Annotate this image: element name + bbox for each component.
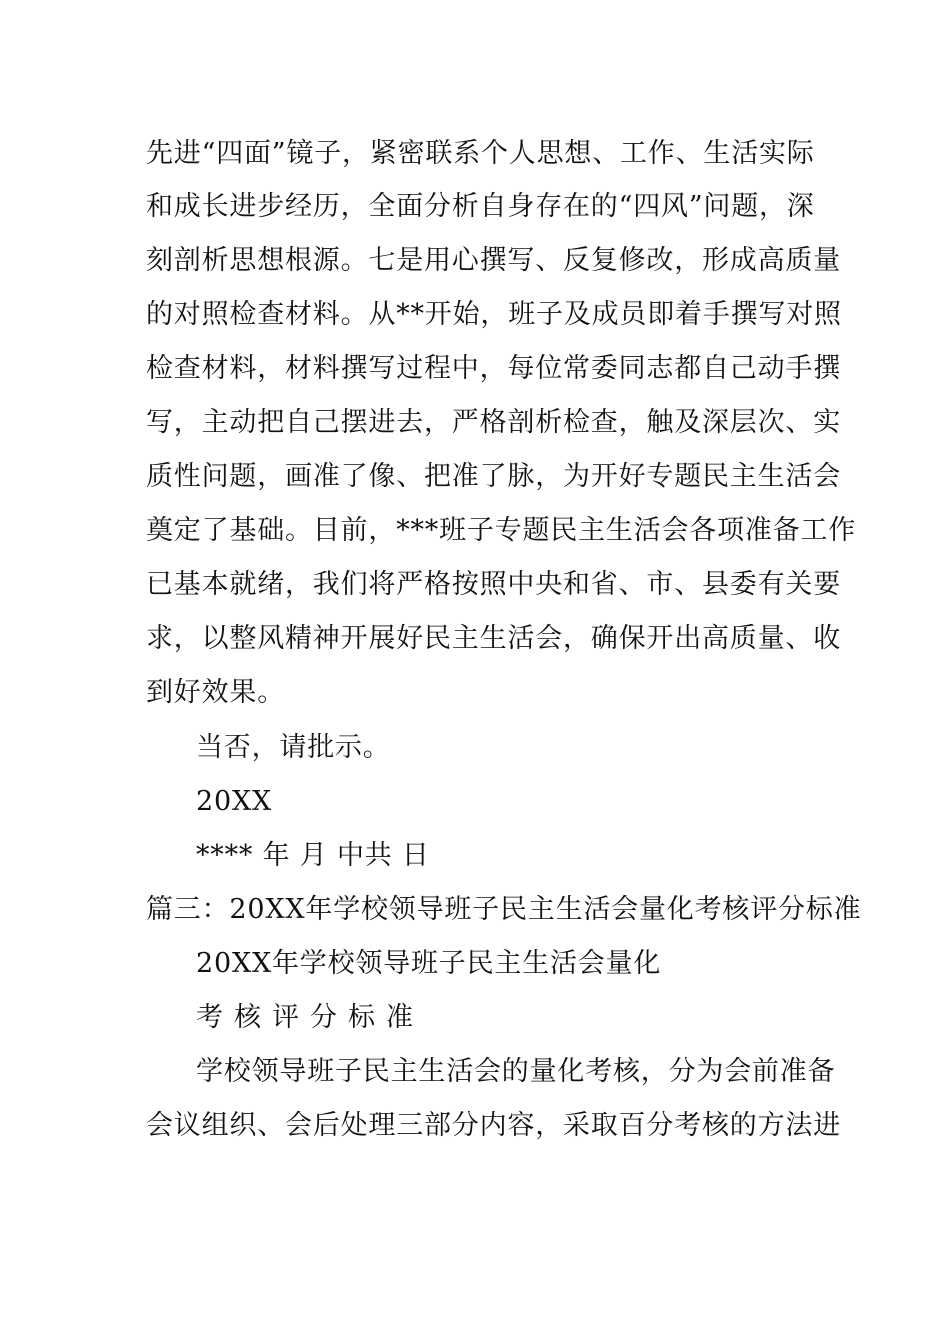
body-line-8: 奠定了基础。目前，***班子专题民主生活会各项准备工作 [146, 515, 857, 546]
body-line-9: 已基本就绪，我们将严格按照中央和省、市、县委有关要 [146, 569, 841, 600]
body-line-1: 先进“四面”镜子，紧密联系个人思想、工作、生活实际 [146, 138, 815, 169]
section-heading: 篇三：20XX年学校领导班子民主生活会量化考核评分标准 [146, 894, 862, 925]
year-line: 20XX [196, 786, 272, 817]
body-line-3: 刻剖析思想根源。七是用心撰写、反复修改，形成高质量 [146, 245, 841, 276]
body-line-10: 求，以整风精神开展好民主生活会，确保开出高质量、收 [146, 623, 841, 654]
body-line-4: 的对照检查材料。从**开始，班子及成员即着手撰写对照 [146, 299, 842, 330]
closing-line: 当否，请批示。 [196, 732, 391, 763]
subtitle-line-1: 20XX年学校领导班子民主生活会量化 [196, 948, 662, 979]
para2-line-1: 学校领导班子民主生活会的量化考核，分为会前准备 [196, 1056, 836, 1087]
body-line-2: 和成长进步经历，全面分析自身存在的“四风”问题，深 [146, 191, 815, 222]
body-line-7: 质性问题，画准了像、把准了脉，为开好专题民主生活会 [146, 461, 841, 492]
body-line-6: 写，主动把自己摆进去，严格剖析检查，触及深层次、实 [146, 407, 841, 438]
signature-line: **** 年 月 中共 日 [196, 840, 430, 871]
subtitle-line-2: 考核评分标准 [196, 1002, 424, 1033]
body-line-11: 到好效果。 [146, 677, 285, 708]
body-line-5: 检查材料，材料撰写过程中，每位常委同志都自己动手撰 [146, 353, 841, 384]
para2-line-2: 会议组织、会后处理三部分内容，采取百分考核的方法进 [146, 1110, 841, 1141]
